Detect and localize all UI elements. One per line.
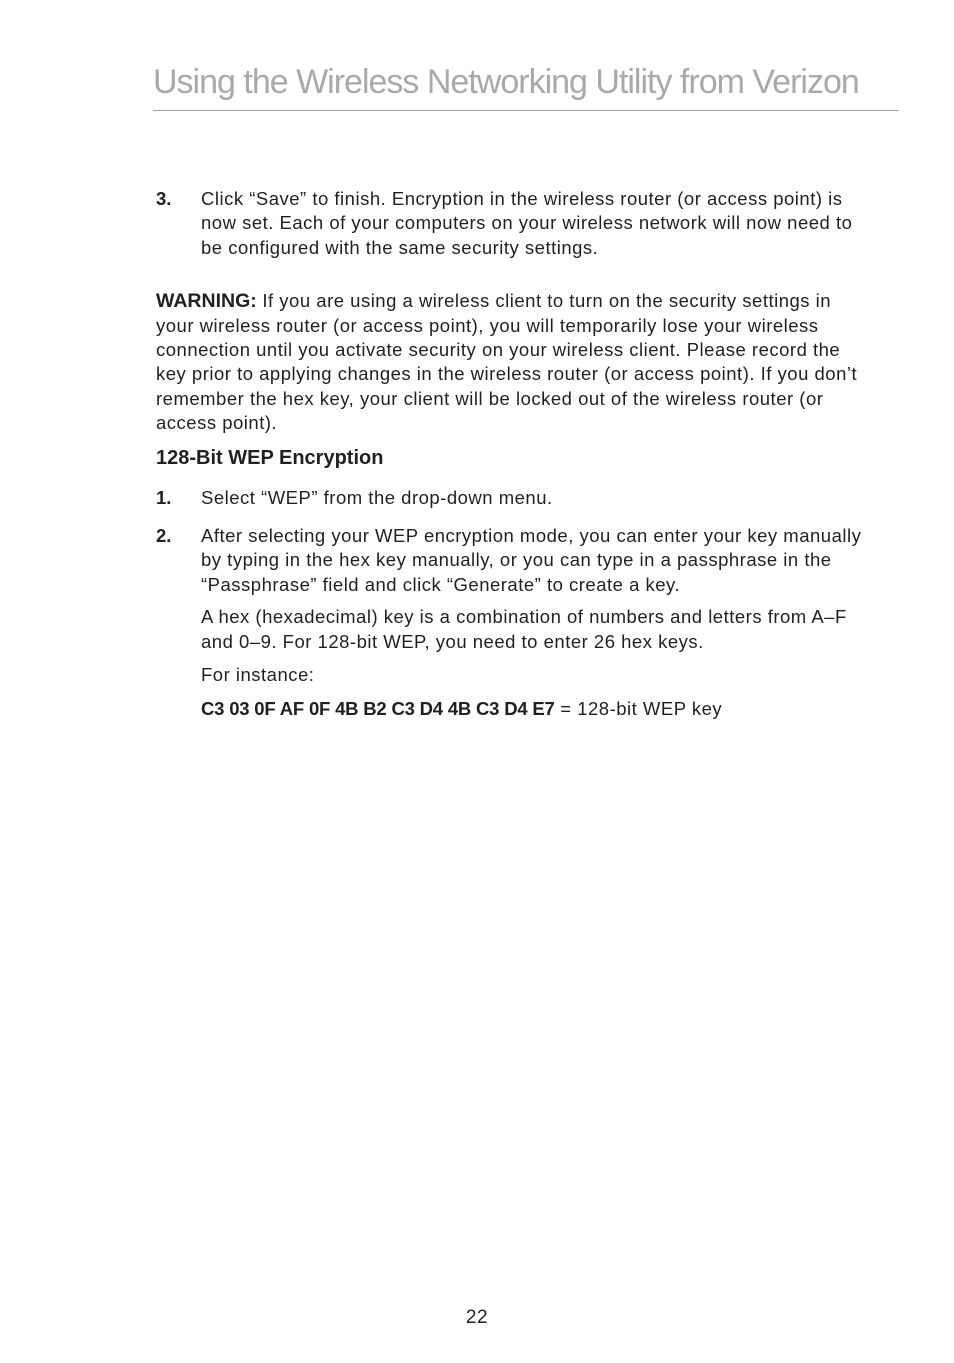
warning-paragraph [156, 289, 868, 435]
step-1-number: 1. [156, 486, 172, 508]
step-1-text: Select “WEP” from the drop-down menu. [201, 486, 553, 508]
hex-note: A hex (hexadecimal) key is a combination of numbers and letters from A–F and 0–9. For 128-bit WEP, you need to enter 26 hex keys. [201, 606, 847, 652]
page-title: Using the Wireless Networking Utility from Verizon [153, 63, 859, 101]
example-hex-key: C3 03 0F AF 0F 4B B2 C3 D4 4B C3 D4 E7 [201, 697, 555, 719]
page-header [153, 58, 899, 111]
step-3-text: Click “Save” to finish. Encryption in the wireless router (or access point) is now set. Each of your computers on your wireless network will now need to be configured with the same security settings. [201, 188, 853, 258]
example-key-suffix: = 128-bit WEP key [554, 697, 723, 719]
section-heading: 128-Bit WEP Encryption [156, 446, 384, 469]
page-content [156, 187, 868, 730]
warning-label: WARNING: [156, 290, 257, 313]
warning-text: If you are using a wireless client to turn on the security settings in your wireless router (or access point), you will temporarily lose your wireless connection until you activate security on your wireless client. Please record the key prior to applying changes in the wireless router (or access point). If you don’t remember the hex key, your client will be locked out of the wireless router (or access point). [156, 290, 858, 434]
instance-label: For instance: [201, 664, 315, 686]
step-2-number: 2. [156, 525, 172, 547]
step-2-text: After selecting your WEP encryption mode, you can enter your key manually by typing in the hex key manually, or you can type in a passphrase in the “Passphrase” field and click “Generate” to create a key. [201, 525, 862, 595]
step-3 [156, 187, 868, 260]
step-1 [156, 486, 868, 510]
header-divider [153, 110, 898, 111]
step-2 [156, 524, 868, 597]
page-number: 22 [465, 1307, 489, 1328]
example-key-line [156, 697, 868, 721]
step-3-number: 3. [156, 188, 172, 209]
